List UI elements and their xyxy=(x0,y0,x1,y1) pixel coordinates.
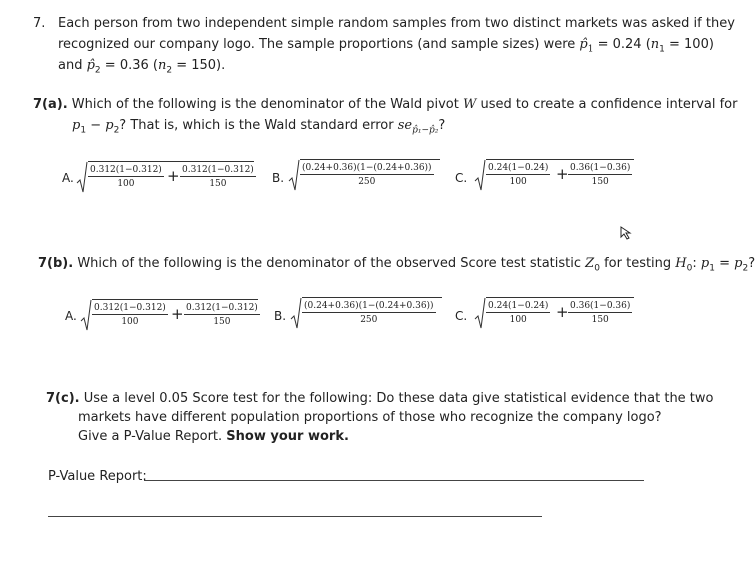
q7a-option-a-num1: 0.312(1−0.312) xyxy=(90,165,162,175)
q7a-option-b-label[interactable]: B. xyxy=(272,171,285,185)
question-7a-line1: 7(a). Which of the following is the denominator of the Wald pivot W used to create a confidence interval for xyxy=(33,97,738,112)
question-7a-line2: $p_1 - p_2$? That is, which is the Wald standard error $se_{p̂_1-p̂_2}$? xyxy=(72,118,446,136)
q7a-option-c-num2: 0.36(1−0.36) xyxy=(570,163,631,173)
q7b-option-b-num: (0.24+0.36)(1−(0.24+0.36)) xyxy=(304,301,434,311)
q7b-option-b-label[interactable]: B. xyxy=(274,309,287,323)
q7a-option-a-den2: 150 xyxy=(209,179,227,189)
q7a-option-a-den1: 100 xyxy=(117,179,135,189)
question-7c-line1: 7(c). Use a level 0.05 Score test for the following: Do these data give statistical evidence that the two xyxy=(46,391,714,406)
q7b-option-c-label[interactable]: C. xyxy=(455,309,468,323)
q7a-option-a-formula xyxy=(76,158,254,194)
q7b-option-b-den: 250 xyxy=(360,315,378,325)
q7a-option-a-plus: + xyxy=(167,167,180,185)
q7a-option-c-label[interactable]: C. xyxy=(455,171,468,185)
q7a-option-b-den: 250 xyxy=(358,177,376,187)
q7a-option-c-den1: 100 xyxy=(509,177,527,187)
q7a-option-a-label[interactable]: A. xyxy=(62,171,74,185)
q7b-option-b-formula xyxy=(290,294,442,330)
q7b-option-a-num2: 0.312(1−0.312) xyxy=(186,303,258,313)
question-7b-text: 7(b). Which of the following is the denominator of the observed Score test statistic $Z_0$ for testing $H_0$: $p_1 = p_2$? xyxy=(38,256,755,274)
q7a-option-b-num: (0.24+0.36)(1−(0.24+0.36)) xyxy=(302,163,432,173)
q7b-option-a-num1: 0.312(1−0.312) xyxy=(94,303,166,313)
question-7-number: 7. xyxy=(33,16,46,31)
q7b-option-a-den2: 150 xyxy=(213,317,231,327)
q7b-option-a-formula xyxy=(80,296,258,332)
q7b-option-a-den1: 100 xyxy=(121,317,139,327)
q7a-option-a-num2: 0.312(1−0.312) xyxy=(182,165,254,175)
q7a-option-c-num1: 0.24(1−0.24) xyxy=(488,163,549,173)
p-value-report-answer-line[interactable] xyxy=(144,480,644,481)
q7a-option-c-formula xyxy=(474,156,634,192)
q7b-option-c-den2: 150 xyxy=(591,315,609,325)
answer-line-2[interactable] xyxy=(48,516,542,517)
question-7-line3: and $p̂_2 = 0.36$ $(n_2 = 150)$. xyxy=(58,58,226,76)
question-7-line2: recognized our company logo. The sample proportions (and sample sizes) were $p̂_1 = 0.24$ $(n_1 = 100)$ xyxy=(58,37,714,55)
q7b-option-c-plus: + xyxy=(556,303,569,321)
question-7-line1: Each person from two independent simple random samples from two distinct markets was asked if they xyxy=(58,16,735,31)
question-7c-line2: markets have different population proportions of those who recognize the company logo? xyxy=(78,410,662,425)
q7b-option-c-formula xyxy=(474,294,634,330)
q7b-option-a-plus: + xyxy=(171,305,184,323)
mouse-cursor-icon xyxy=(620,226,632,240)
q7a-option-c-plus: + xyxy=(556,165,569,183)
q7a-option-c-den2: 150 xyxy=(591,177,609,187)
q7b-option-c-den1: 100 xyxy=(509,315,527,325)
q7b-option-c-num2: 0.36(1−0.36) xyxy=(570,301,631,311)
q7b-option-c-num1: 0.24(1−0.24) xyxy=(488,301,549,311)
q7a-option-b-formula xyxy=(288,156,440,192)
question-7c-line3: Give a P-Value Report. Show your work. xyxy=(78,429,349,444)
q7b-option-a-label[interactable]: A. xyxy=(65,309,77,323)
p-value-report-label: P-Value Report: xyxy=(48,469,147,484)
